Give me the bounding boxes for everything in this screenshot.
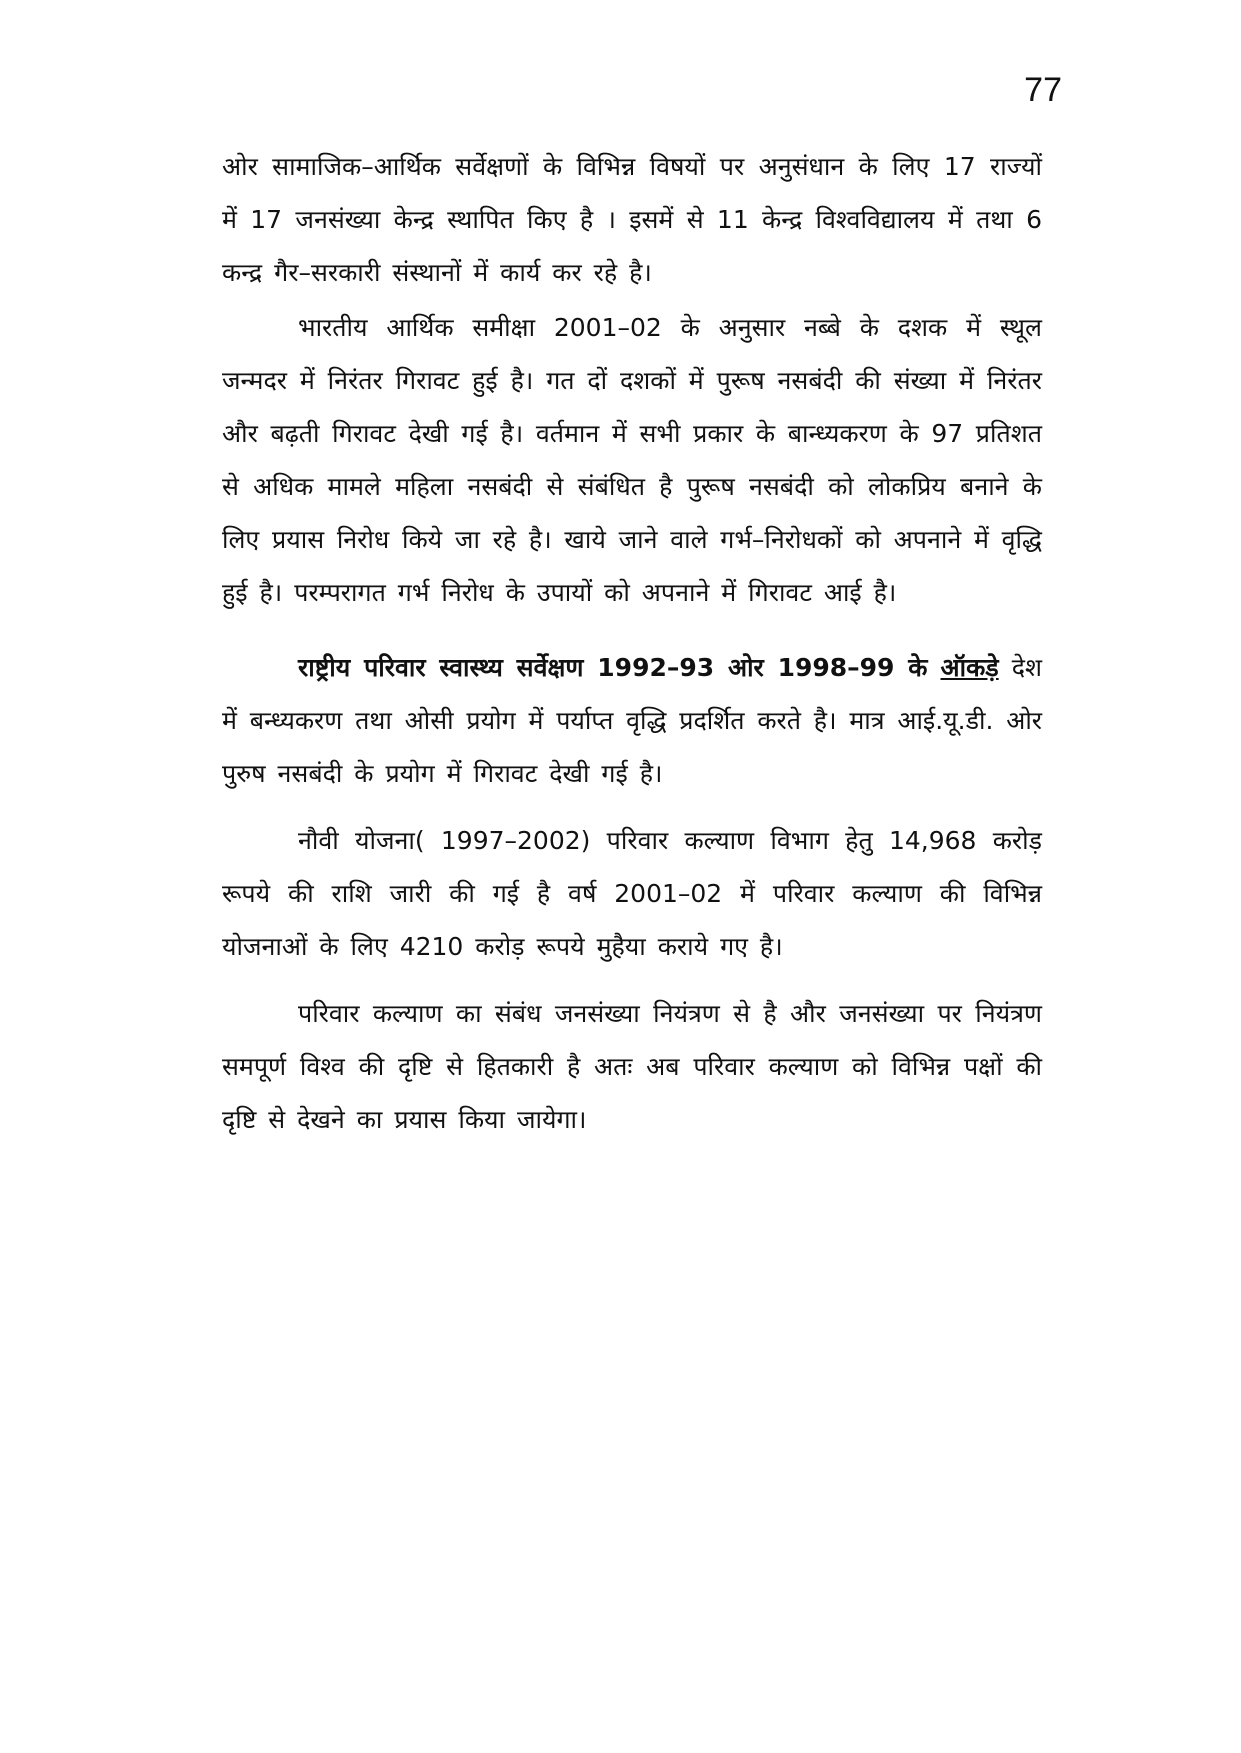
paragraph-ninth-plan: नौवी योजना( 1997–2002) परिवार कल्याण विभाग हेतु 14,968 करोड़ रूपये की राशि जारी की गई है वर्ष 2001–02 में परिवार कल्याण की विभिन्न योजनाओं के लिए 4210 करोड़ रूपये मुहैया कराये गए है। bbox=[222, 826, 1042, 961]
document-body bbox=[222, 140, 1042, 1146]
paragraph-family-health-survey bbox=[222, 641, 1042, 800]
paragraph-family-welfare: परिवार कल्याण का संबंध जनसंख्या नियंत्रण से है और जनसंख्या पर नियंत्रण समपूर्ण विश्व की दृष्टि से हितकारी है अतः अब परिवार कल्याण को विभिन्न पक्षों की दृष्टि से देखने का प्रयास किया जायेगा। bbox=[222, 999, 1042, 1134]
survey-paragraph-text: देश में बन्ध्यकरण तथा ओसी प्रयोग में पर्याप्त वृद्धि प्रदर्शित करते है। मात्र आई.यू.डी. ओर पुरुष नसबंदी के प्रयोग में गिरावट देखी गई है। bbox=[222, 653, 1042, 788]
survey-heading: राष्ट्रीय परिवार स्वास्थ्य सर्वेक्षण 1992–93 ओर 1998–99 के bbox=[298, 653, 928, 682]
paragraph-economic-survey: भारतीय आर्थिक समीक्षा 2001–02 के अनुसार नब्बे के दशक में स्थूल जन्मदर में निरंतर गिरावट हुई है। गत दों दशकों में पुरूष नसबंदी की संख्या में निरंतर और बढ़ती गिरावट देखी गई है। वर्तमान में सभी प्रकार के बान्ध्यकरण के 97 प्रतिशत से अधिक मामले महिला नसबंदी से संबंधित है पुरूष नसबंदी को लोकप्रिय बनाने के लिए प्रयास निरोध किये जा रहे है। खाये जाने वाले गर्भ–निरोधकों को अपनाने में वृद्धि हुई है। परम्परागत गर्भ निरोध के उपायों को अपनाने में गिरावट आई है। bbox=[222, 313, 1042, 607]
paragraph-research-centres: ओर सामाजिक–आर्थिक सर्वेक्षणों के विभिन्न विषयों पर अनुसंधान के लिए 17 राज्यों में 17 जनसंख्या केन्द्र स्थापित किए है । इसमें से 11 केन्द्र विश्वविद्यालय में तथा 6 कन्द्र गैर–सरकारी संस्थानों में कार्य कर रहे है। bbox=[222, 152, 1042, 287]
survey-data-term: ऑकड़े bbox=[940, 653, 999, 682]
page-number: 77 bbox=[1024, 71, 1062, 109]
